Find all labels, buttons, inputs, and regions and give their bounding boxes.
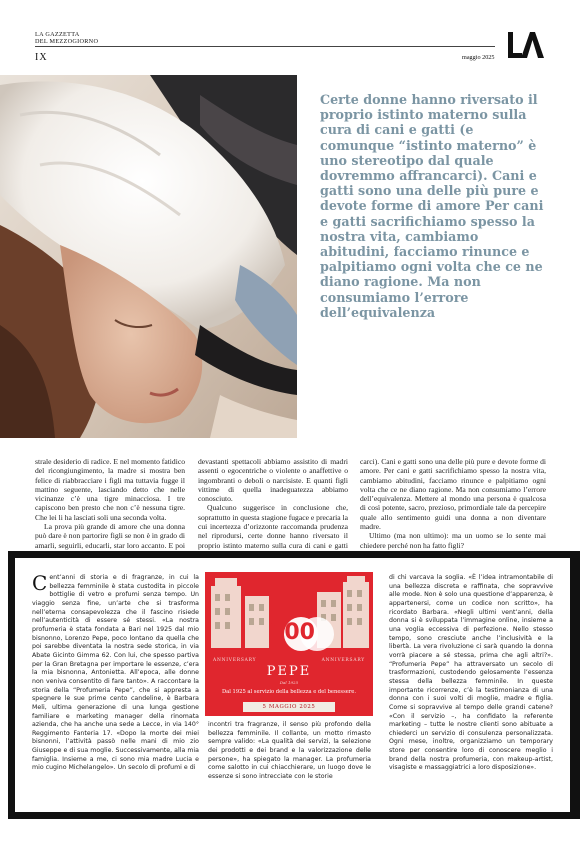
pepe-anniversary-ad [205, 572, 373, 716]
ad-tagline: Dal 1925 al servizio della bellezza e del benessere. [221, 689, 357, 695]
article-paragraph: carci). Cani e gatti sono una delle più pure e devote forme di amore. Per cani e gatti sacrifichiamo spesso la nostra vita, cambiamo abitudini, facciamo rinunce e palpitiamo ogni volta che ce ne diano ragione. Ma non consumiamo l’errore dell’equivalenza. Mettere al mondo una persona è qualcosa di così potente, sacro, prezioso, primordiale tale da percepire quale allo sentimento guidi una donna a non diventare madre. [360, 457, 546, 532]
article-paragraph: Qualcuno suggerisce in conclusione che, soprattutto in questa stagione fugace e precaria la cui incertezza d’orizzonte raccomanda prudenza nel riprodursi, certe donne hanno riversato il proprio istinto materno sulla cura di cani e gatti [198, 503, 348, 550]
ad-anniversary-right: ANNIVERSARY [321, 658, 365, 663]
article-paragraph: Ultimo (ma non ultimo): ma un uomo se lo sente mai chiedere perché non ha fatto figli? [360, 531, 546, 550]
feature-column-3: di chi varcava la soglia. «È l’idea intramontabile di una bellezza discreta e raffinata, che sopravvive alle mode. Non è solo una questione d’apparenza, è appartenersi, come un codice non scritto», ha ricordato Barbara. «Negli ultimi vent’anni, della donna si è sviluppata l’immagine online, insieme a una voglia eccessiva di perfezione. Nello stesso tempo, sono cresciute anche l’inclusività e la libertà. La vera rivoluzione ci sarà quando la donna vorrà piacere a sé stessa, prima che agli altri?». “Profumeria Pepe” ha attraversato un secolo di trasformazioni, custodendo gelosamente l’essenza stessa della bellezza femminile. In queste importante ricorrenze, c’è la testimonianza di una donna con i suoi volti di moglie, madre e figlia. Come si sopravvive al tempo delle grandi catene? «Con il servizio –, ha confidato la referente marketing – tutte le nostre clienti sono abituate a chiederci un servizio di consulenza personalizzata. Ogni mese, inoltre, organizziamo un temporary store per consentire loro di conoscere meglio i brand della nostra profumeria, con makeup-artist, visagiste e massaggiatrici a loro disposizione». [389, 574, 553, 772]
page-number: IX [35, 52, 48, 63]
header-rule [35, 46, 495, 47]
drop-cap: C [32, 571, 48, 595]
photo-illustration [0, 75, 297, 438]
ad-anniversary-left: ANNIVERSARY [213, 658, 257, 663]
feature-text: ent’anni di storia e di fragranze, in cui la bellezza femminile è stata custodita in piccole bottiglie di vetro e profumi senza tempo. Un viaggio senza fine, un’arte che si trasforma nell’eterna consapevolezza che il fascino risiede nell’autenticità di essere sé stessi. «La nostra profumeria è stata fondata a Bari nel 1925 dal mio bisnonno, Lorenzo Pepe, poco lontano da quella che poi sarebbe diventata la nostra sede storica, in via Abate Gicinto Gimma 62. Con lui, che spesso partiva per la Gran Bretagna per importare le essenze, c’era la mia bisnonna, Antonietta. All’epoca, alle donne non veniva consentito di fare tanto». A raccontare la storia della “Profumeria Pepe”, che si appresta a spegnere le sue prime cento candeline, è Barbara Meli, ultima generazione di una lunga gestione familiare e marketing manager della rinomata azienda, che ha anche una sede a Lecce, in via 140° Reggimento Fanteria 17. «Dopo la morte dei miei bisnonni, l’attività passò nelle mani di mio zio Giuseppe e di sua moglie. Successivamente, alla mia famiglia. Insieme a me, ci sono mia madre Lucia e mio cugino Michelangelo». Un secolo di profumi e di [32, 574, 199, 772]
masthead-line-2: DEL MEZZOGIORNO [35, 37, 99, 45]
article-paragraph: strale desiderio di radice. E nel momento fatidico del ricongiungimento, la madre si mostra ben felice di riabbracciare i figli ma tuttavia fugge il mattino seguente, lasciando detto che nelle vicinanze c’è una tigre minacciosa. I tre capiscono ben presto che non c’è nessuna tigre. Che lei li ha lasciati soli una seconda volta. [35, 457, 185, 522]
article-column-1 [35, 457, 185, 559]
ad-number-100: 100 [269, 620, 315, 645]
pull-quote: Certe donne hanno riversato il proprio istinto materno sulla cura di cani e gatti (e comunque “istinto materno” è uno stereotipo dal quale dovremmo affrancarci). Cani e gatti sono una delle più pure e devote forme di amore Per cani e gatti sacrifichiamo spesso la nostra vita, cambiamo abitudini, facciamo rinunce e palpitiamo ogni volta che ce ne diano ragione. Ma non consumiamo l’errore dell’equivalenza [320, 92, 544, 320]
article-paragraph: devastanti spettacoli abbiamo assistito di madri assenti o egocentriche o violente o anaffettive o ingombranti o deboli o narcisiste. E quanti figli vittime di quella inadeguatezza abbiamo conosciuto. [198, 457, 348, 504]
woman-with-cat-photo [0, 75, 297, 438]
article-column-3 [360, 457, 546, 550]
ad-brand-name: PEPE [266, 664, 312, 679]
issue-date: maggio 2025 [462, 54, 495, 61]
feature-box-frame [8, 551, 580, 819]
feature-column-2: incontri tra fragranze, il senso più profondo della bellezza femminile. Il collante, un motto rimasto sempre valido: «La qualità dei servizi, la selezione dei prodotti e dei brand e la valorizzazione delle persone», ha spiegato la manager. La profumeria come salotto in cui chiacchierare, un luogo dove le essenze si sono intrecciate con le storie [208, 721, 371, 780]
article-paragraph: La prova più grande di amore che una donna può dare è non partorire figli se non è in grado di amarli, seguirli, educarli, star loro accanto. E poi [35, 522, 185, 550]
ad-date-band: 5 MAGGIO 2025 [243, 702, 335, 712]
masthead-line-1: LA GAZZETTA [35, 31, 80, 38]
feature-column-1 [32, 571, 199, 773]
la-logo-icon [506, 30, 546, 62]
feature-box [15, 558, 570, 812]
ad-script-text: Dal 1925 [279, 680, 299, 685]
masthead [35, 32, 98, 45]
